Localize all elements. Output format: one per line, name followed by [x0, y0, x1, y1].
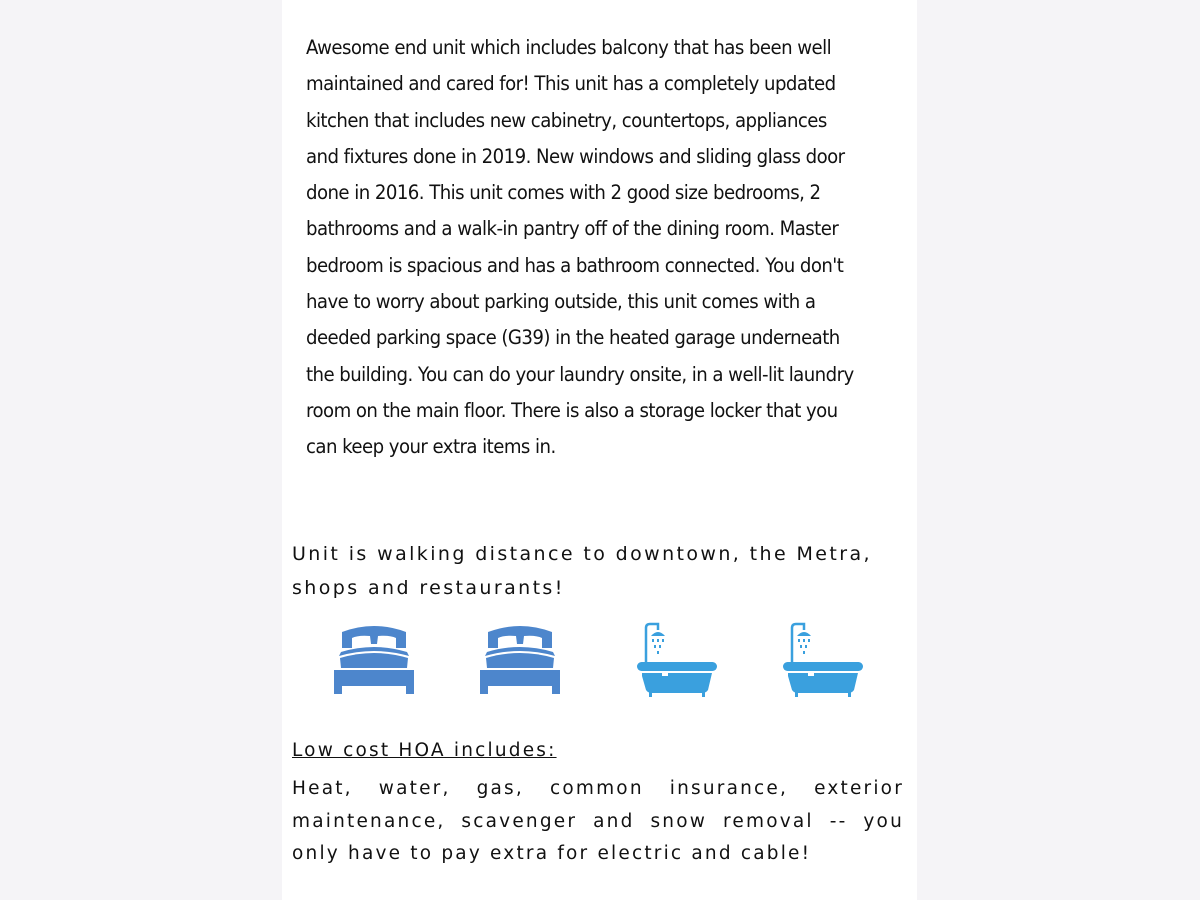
bathtub-icon [636, 620, 718, 698]
hoa-heading: Low cost HOA includes: [292, 740, 557, 761]
bed-icon [478, 620, 562, 696]
listing-page [282, 0, 917, 900]
description-paragraph: Awesome end unit which includes balcony that has been well maintained and cared for! This unit has a completely updated kitchen that includes new cabinetry, countertops, appliances and fixtures done in 2019. New windows and sliding glass door done in 2016. This unit comes with 2 good size bedrooms, 2 bathrooms and a walk-in pantry off of the dining room. Master bedroom is spacious and has a bathroom connected. You don't have to worry about parking outside, this unit comes with a deeded parking space (G39) in the heated garage underneath the building. You can do your laundry onsite, in a well-lit laundry room on the main floor. There is also a storage locker that you can keep your extra items in. [306, 36, 854, 459]
amenity-icons [282, 620, 917, 700]
bed-icon [332, 620, 416, 696]
walking-distance-text: Unit is walking distance to downtown, the Metra, shops and restaurants! [292, 543, 872, 599]
bathtub-icon [782, 620, 864, 698]
hoa-details: Heat, water, gas, common insurance, exterior maintenance, scavenger and snow removal -- you only have to pay extra for electric and cable! [292, 778, 904, 864]
